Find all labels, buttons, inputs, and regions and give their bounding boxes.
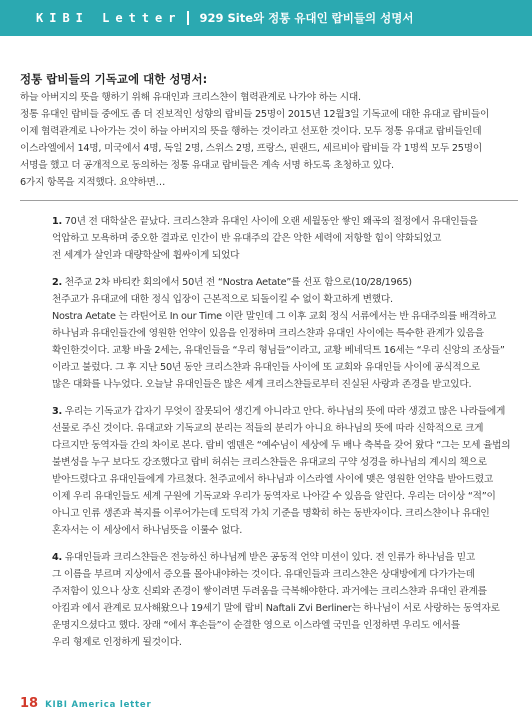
header-bar — [0, 0, 532, 36]
item-line: 그 이름을 부르며 지상에서 증오를 몰아내야하는 것이다. 유대인들과 크리스챤은 상대방에게 다가가는데 — [52, 569, 475, 580]
item-line: 선물로 주신 것이다. 유대교와 기독교의 분리는 적들의 분리가 아니요 하나님의 뜻에 따라 신학적으로 크게 — [52, 423, 484, 434]
item-text: 천주교 2차 바티칸 회의에서 50년 전 “Nostra Aetate”를 선포 함으로(10/28/1965) — [61, 277, 412, 288]
header-subtitle: 929 Site와 정통 유대인 랍비들의 성명서 — [199, 11, 414, 25]
item-line: 확인한것이다. 교황 바울 2세는, 유대인들을 “우리 형님들”이라고, 교황 베네딕트 16세는 “우리 신앙의 조상들” — [52, 345, 505, 356]
intro-line: 이스라엘에서 14명, 미국에서 4명, 독일 2명, 스위스 2명, 프랑스, 핀랜드, 세르비아 랍비들 각 1명씩 모두 25명이 — [20, 143, 482, 154]
item-line: 다르지만 동역자들 간의 차이로 본다. 랍비 엠덴은 “예수님이 세상에 두 배나 축복을 갖어 왔다 “그는 모세 율법의 — [52, 440, 511, 451]
list-item-2 — [52, 274, 518, 393]
list-item-1 — [52, 213, 518, 264]
item-line: 이제 우리 유대인들도 세계 구원에 기독교와 우리가 동역자로 나아갈 수 있음을 알린다. 우리는 더이상 “적”이 — [52, 491, 496, 502]
item-line: 아니고 인류 생존과 복지를 이루어가는데 도덕적 가치 기준을 명확히 하는 동반자이다. 크리스챤이나 유대인 — [52, 508, 490, 519]
item-line — [52, 274, 518, 291]
item-line — [52, 213, 518, 230]
item-line: 많은 대화를 나누었다. 오늘날 유대인들은 많은 세계 크리스챤들로부터 진실된 사랑과 존경을 받고있다. — [52, 379, 472, 390]
header-brand: KIBI Letter — [36, 11, 182, 25]
item-line: 아킴과 에서 관계로 묘사해왔으나 19세기 말에 랍비 Naftali Zvi Berliner는 하나님이 서로 사랑하는 동역자로 — [52, 603, 500, 614]
item-line: 우리 형제로 인정하게 될것이다. — [52, 637, 182, 648]
item-line — [52, 403, 518, 420]
page-number: 18 — [20, 696, 39, 711]
item-line: 하나님과 유대인들간에 영원한 언약이 있음을 인정하며 크리스챤과 유대인 사이에는 특수한 관계가 있음을 — [52, 328, 484, 339]
item-number: 4. — [52, 552, 62, 563]
item-number: 3. — [52, 406, 62, 417]
list-item-4 — [52, 549, 518, 651]
intro-section — [20, 89, 518, 191]
item-line: 주저함이 있으나 상호 신뢰와 존경이 쌓이려면 두려움을 극복해야한다. 과거에는 크리스챤과 유대인 관계를 — [52, 586, 487, 597]
item-number: 1. — [52, 216, 62, 227]
item-line: 혼자서는 이 세상에서 하나님뜻을 이룰수 없다. — [52, 525, 243, 536]
intro-line: 6가지 항목을 지적했다. 요약하면… — [20, 177, 166, 188]
item-line: 운명지으셨다고 했다. 장래 “에서 후손들”이 순결한 영으로 이스라엘 국민을 인정하면 우리도 에서를 — [52, 620, 460, 631]
item-line: 받아드렸다고 유대인들에게 가르쳤다. 천주교에서 하나님과 이스라엘 사이에 맺은 영원한 언약을 받아드렸고 — [52, 474, 493, 485]
item-text: 유대인들과 크리스챤들은 전능하신 하나님께 받은 공동적 언약 미션이 있다. 전 인류가 하나님을 믿고 — [61, 552, 475, 563]
item-line — [52, 549, 518, 566]
item-line: 천주교가 유대교에 대한 정식 입장이 근본적으로 되돌이킬 수 없이 확고하게 변했다. — [52, 294, 393, 305]
article-body — [20, 70, 518, 661]
list-item-3 — [52, 403, 518, 539]
intro-line: 서명을 했고 더 공개적으로 동의하는 정통 유대교 랍비들은 계속 서명 하도록 초청하고 있다. — [20, 160, 394, 171]
item-text: 우리는 기독교가 갑자기 무엇이 잘못되어 생긴게 아니라고 안다. 하나님의 뜻에 따라 생겼고 많은 나라들에게 — [61, 406, 506, 417]
intro-line: 하늘 아버지의 뜻을 행하기 위해 유대인과 크리스챤이 협력관계로 나가야 하는 시대. — [20, 92, 361, 103]
item-line: 이라고 불렀다. 그 후 지난 50년 동안 크리스챤과 유대인들 사이에 또 교회와 유대인들 사이에 공식적으로 — [52, 362, 480, 373]
header-divider — [187, 11, 189, 25]
item-line: Nostra Aetate 는 라틴어로 In our Time 이란 말인데 그 이후 교회 정식 서류에서는 반 유대주의를 배격하고 — [52, 311, 497, 322]
publication-name: KIBI America letter — [45, 700, 152, 710]
page-footer — [20, 696, 151, 711]
item-line: 불변성을 누구 보다도 강조했다고 랍비 허쉬는 크리스챤들은 유대교의 구약 성경을 하나님의 계시의 책으로 — [52, 457, 487, 468]
item-text: 70년 전 대학살은 끝났다. 크리스챤과 유대인 사이에 오랜 세월동안 쌓인 왜곡의 절정에서 유대인들을 — [61, 216, 478, 227]
section-divider — [20, 200, 518, 201]
intro-line: 이제 협력관계로 나아가는 것이 하늘 아버지의 뜻을 행하는 것이라고 선포한 것이다. 모두 정통 유대교 랍비들인데 — [20, 126, 482, 137]
item-line: 억압하고 모욕하며 중오한 결과로 인간이 반 유대주의 같은 악한 세력에 저항할 힘이 약화되었고 — [52, 233, 442, 244]
item-number: 2. — [52, 277, 62, 288]
document-title: 정통 랍비들의 기독교에 대한 성명서: — [20, 72, 208, 86]
item-line: 전 세계가 살인과 대량학살에 휩싸이게 되었다 — [52, 250, 240, 261]
intro-line: 정통 유대인 랍비들 중에도 좀 더 진보적인 성향의 랍비들 25명이 2015년 12월3일 기독교에 대한 유대교 랍비들이 — [20, 109, 490, 120]
